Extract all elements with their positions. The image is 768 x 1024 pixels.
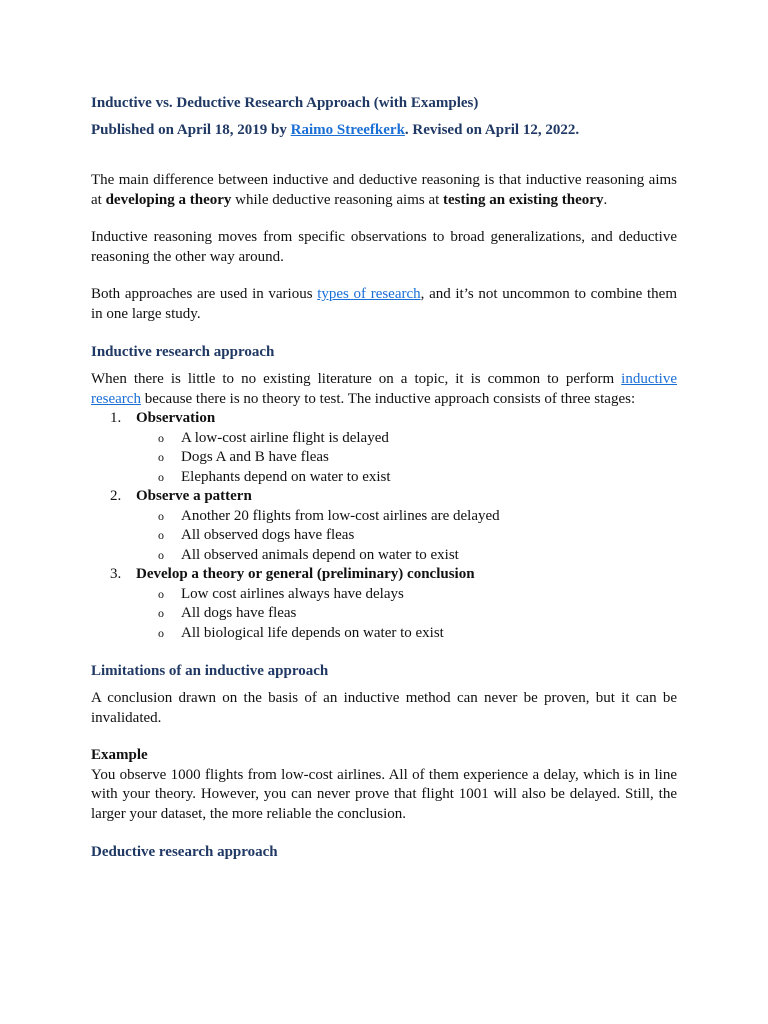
bullet-icon: o xyxy=(158,528,164,542)
step-label: Observe a pattern xyxy=(136,488,252,504)
document-content xyxy=(91,93,677,862)
step-number: 2. xyxy=(110,488,122,504)
bullet-icon: o xyxy=(158,625,164,640)
intro-text: The main difference between inductive and deductive reasoning is that inductive reasoning aims at xyxy=(91,172,677,208)
step-item xyxy=(91,409,677,487)
list-item xyxy=(136,448,677,468)
list-item xyxy=(136,546,677,566)
inductive-steps-list xyxy=(91,409,677,643)
list-item-text: All observed dogs have fleas xyxy=(181,527,355,543)
intro-paragraph-3 xyxy=(91,285,677,324)
bullet-icon: o xyxy=(158,606,164,620)
example-paragraph: You observe 1000 flights from low-cost airlines. All of them experience a delay, which is in line with your theory. However, you can never prove that flight 1001 will also be delayed. Still, the larger your dataset, the more reliable the conclusion. xyxy=(91,766,677,822)
step-item xyxy=(91,487,677,565)
intro-emphasis-testing: testing an existing theory xyxy=(443,191,604,208)
deductive-heading: Deductive research approach xyxy=(91,844,278,860)
list-item-text: Low cost airlines always have delays xyxy=(181,585,404,602)
list-item xyxy=(136,429,677,449)
limitations-paragraph: A conclusion drawn on the basis of an inductive method can never be proven, but it can be invalidated. xyxy=(91,690,677,726)
list-item-text: A low-cost airline flight is delayed xyxy=(181,429,389,446)
bullet-icon: o xyxy=(158,586,164,601)
bullet-icon: o xyxy=(158,450,164,464)
published-prefix: Published on April 18, 2019 by xyxy=(91,122,291,138)
intro-paragraph-2: Inductive reasoning moves from specific observations to broad generalizations, and deductive reasoning the other way around. xyxy=(91,229,677,265)
step-number: 1. xyxy=(110,410,122,426)
step-number: 3. xyxy=(110,566,122,582)
intro-emphasis-developing: developing a theory xyxy=(105,191,232,208)
list-item-text: All observed animals depend on water to exist xyxy=(181,546,459,563)
bullet-icon: o xyxy=(158,547,164,562)
bullet-icon: o xyxy=(158,469,164,484)
step-sublist xyxy=(136,429,677,488)
inductive-text: When there is little to no existing literature on a topic, it is common to perform xyxy=(91,371,622,387)
list-item-text: All biological life depends on water to exist xyxy=(181,624,444,641)
revised-suffix: . Revised on April 12, 2022. xyxy=(404,122,580,138)
list-item xyxy=(136,604,677,624)
inductive-paragraph xyxy=(91,370,677,409)
step-sublist xyxy=(136,585,677,644)
step-label: Observation xyxy=(136,410,216,426)
list-item xyxy=(136,507,677,527)
list-item-text: Dogs A and B have fleas xyxy=(181,449,329,465)
step-sublist xyxy=(136,507,677,566)
list-item xyxy=(136,468,677,488)
intro-text: , and it’s not uncommon to combine them in one large study. xyxy=(91,286,677,322)
intro-text: Both approaches are used in various xyxy=(91,286,318,302)
intro-text: while deductive reasoning aims at xyxy=(231,191,444,208)
list-item-text: All dogs have fleas xyxy=(181,605,297,621)
intro-text: . xyxy=(603,191,608,208)
inductive-research-link[interactable]: inductive research xyxy=(91,371,677,407)
article-title: Inductive vs. Deductive Research Approach (with Examples) xyxy=(91,95,479,111)
inductive-heading: Inductive research approach xyxy=(91,344,275,360)
bullet-icon: o xyxy=(158,430,164,445)
author-link[interactable]: Raimo Streefkerk xyxy=(290,122,405,138)
step-item xyxy=(91,565,677,643)
limitations-heading: Limitations of an inductive approach xyxy=(91,663,329,679)
inductive-text: because there is no theory to test. The inductive approach consists of three stages: xyxy=(140,390,636,407)
types-of-research-link[interactable]: types of research xyxy=(317,286,421,302)
publication-line xyxy=(91,120,677,140)
list-item-text: Another 20 flights from low-cost airlines are delayed xyxy=(181,507,500,524)
intro-paragraph-1 xyxy=(91,171,677,210)
list-item xyxy=(136,526,677,546)
list-item-text: Elephants depend on water to exist xyxy=(181,468,391,485)
list-item xyxy=(136,585,677,605)
example-label: Example xyxy=(91,747,148,763)
step-label: Develop a theory or general (preliminary) conclusion xyxy=(136,566,475,582)
list-item xyxy=(136,624,677,644)
bullet-icon: o xyxy=(158,508,164,523)
